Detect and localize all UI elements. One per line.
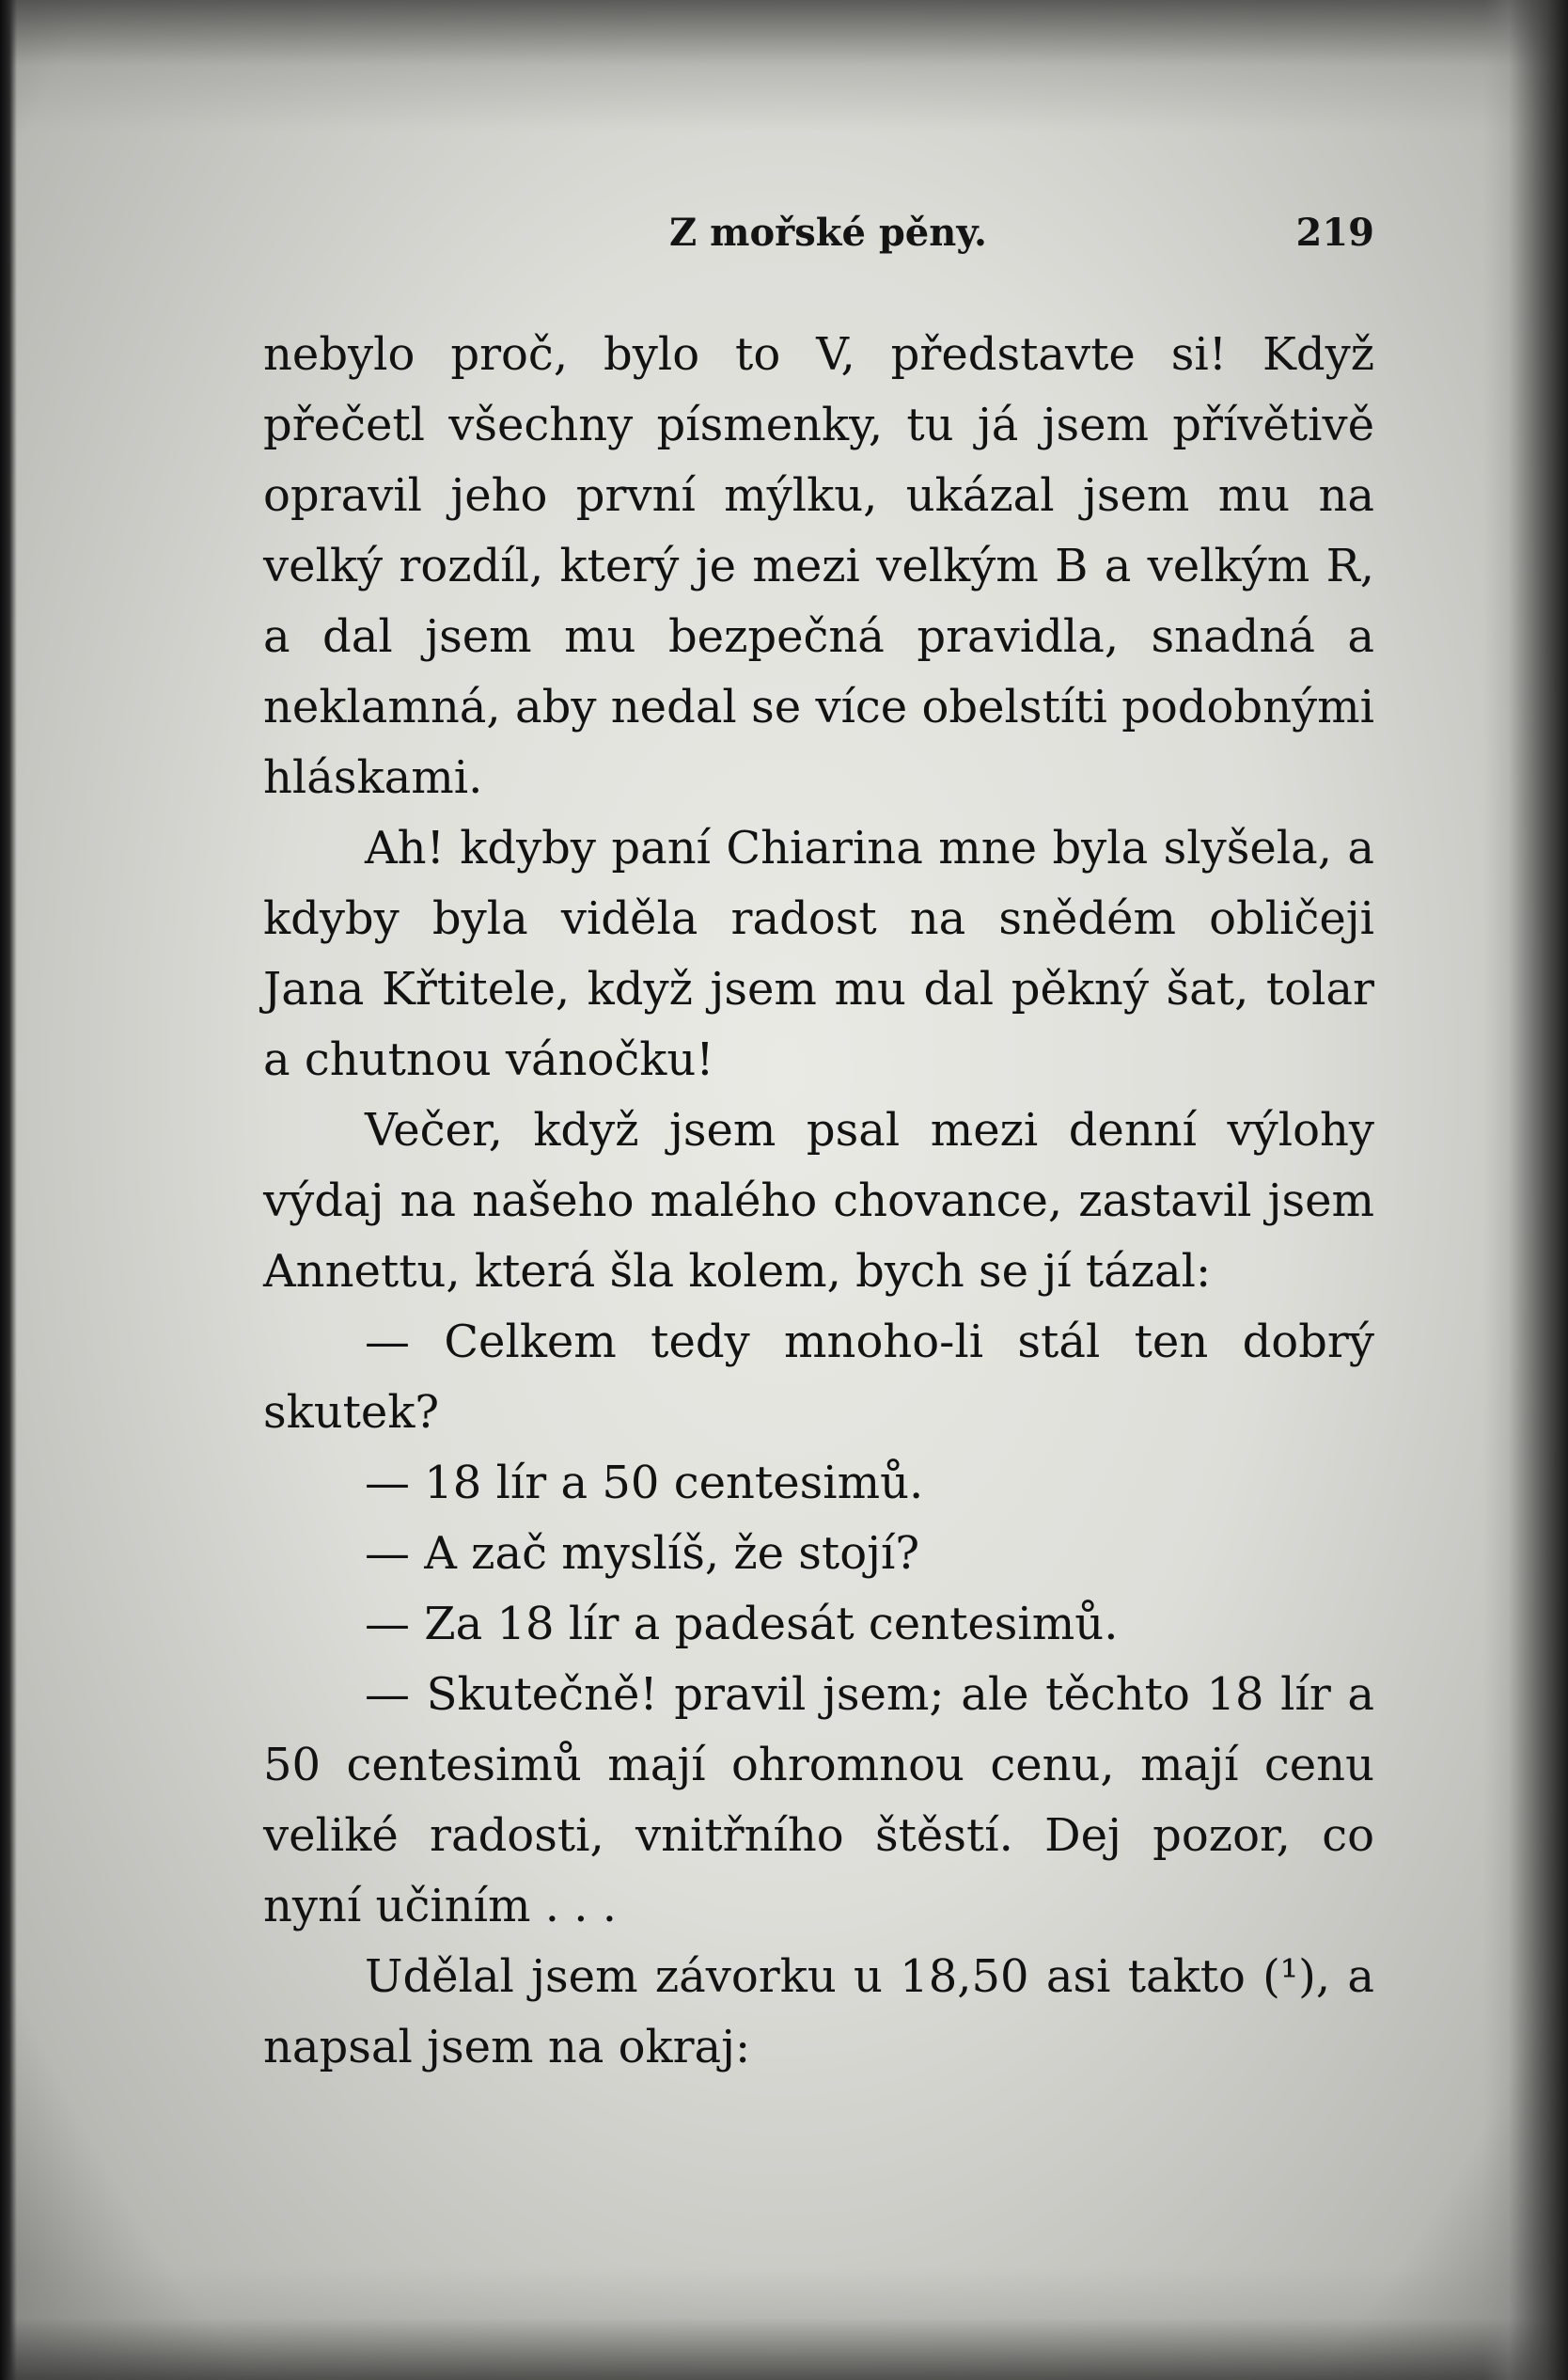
paragraph: nebylo proč, bylo to V, představte si! Když přečetl všechny písmenky, tu já jsem přívětivě opravil jeho první mýlku, ukázal jsem mu na velký rozdíl, který je mezi velkým B a velkým R, a dal jsem mu bezpečná pravidla, snadná a neklamná, aby nedal se více obelstíti podobnými hláskami. <box>263 328 1374 804</box>
dialogue-line: — Celkem tedy mnoho-li stál ten dobrý skutek? <box>263 1316 1374 1439</box>
scan-shadow-top <box>0 0 1568 132</box>
body-text <box>263 320 1374 2083</box>
scan-edge-left <box>0 0 17 2380</box>
paragraph: Večer, když jsem psal mezi denní výlohy výdaj na našeho malého chovance, zastavil jsem Annettu, která šla kolem, bych se jí tázal: <box>263 1104 1374 1298</box>
paragraph: Ah! kdyby paní Chiarina mne byla slyšela, a kdyby byla viděla radost na snědém obličeji Jana Křtitele, když jsem mu dal pěkný šat, tolar a chutnou vánočku! <box>263 822 1374 1086</box>
dialogue-line: — Za 18 lír a padesát centesimů. <box>365 1598 1119 1650</box>
dialogue-line: — Skutečně! pravil jsem; ale těchto 18 lír a 50 centesimů mají ohromnou cenu, mají cenu veliké radosti, vnitřního štěstí. Dej pozor, co nyní učiním . . . <box>263 1668 1374 1932</box>
dialogue-line: — A zač myslíš, že stojí? <box>365 1527 920 1580</box>
page-header <box>263 199 1382 265</box>
dialogue-line: — 18 lír a 50 centesimů. <box>365 1457 924 1509</box>
paragraph: Udělal jsem závorku u 18,50 asi takto (¹), a napsal jsem na okraj: <box>263 1950 1374 2073</box>
running-title: Z mořské pěny. <box>669 211 987 255</box>
page-number: 219 <box>1295 211 1374 255</box>
scan-edge-right <box>1483 0 1568 2380</box>
scan-shadow-bottom <box>0 2267 1568 2380</box>
